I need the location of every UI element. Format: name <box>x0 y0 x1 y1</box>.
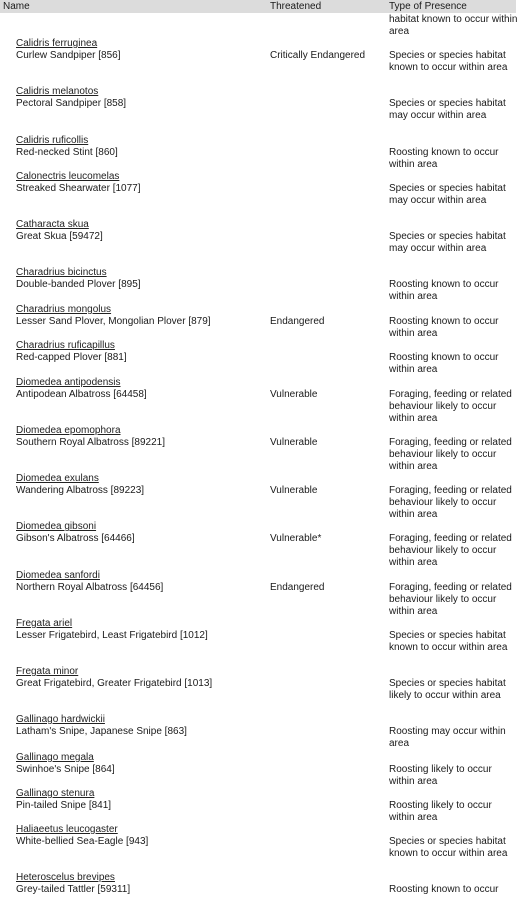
presence-type: Species or species habitat may occur within area <box>389 183 506 206</box>
table-row <box>0 171 522 211</box>
common-name: Great Frigatebird, Greater Frigatebird [1013] <box>16 678 213 689</box>
scientific-name-link[interactable]: Fregata ariel <box>16 618 73 629</box>
scientific-name-link[interactable]: Catharacta skua <box>16 219 89 230</box>
threatened-status: Vulnerable <box>270 389 318 400</box>
table-row <box>0 872 522 912</box>
scientific-name-link[interactable]: Charadrius bicinctus <box>16 267 107 278</box>
table-row <box>0 666 522 706</box>
scientific-name-link[interactable]: Charadrius ruficapillus <box>16 340 115 351</box>
scientific-name-link[interactable]: Diomedea exulans <box>16 473 99 484</box>
table-row <box>0 824 522 864</box>
presence-type: Foraging, feeding or related behaviour likely to occur within area <box>389 533 512 568</box>
table-row <box>0 377 522 424</box>
scientific-name-link[interactable]: Gallinago hardwickii <box>16 714 105 725</box>
scientific-name-link[interactable]: Diomedea sanfordi <box>16 570 100 581</box>
presence-type: Species or species habitat may occur within area <box>389 231 506 254</box>
common-name: Northern Royal Albatross [64456] <box>16 582 164 593</box>
table-row <box>0 425 522 472</box>
common-name: Grey-tailed Tattler [59311] <box>16 884 131 895</box>
table-header <box>0 0 516 13</box>
threatened-status: Endangered <box>270 316 325 327</box>
common-name: Wandering Albatross [89223] <box>16 485 145 496</box>
table-row <box>0 473 522 520</box>
table-row <box>0 570 522 617</box>
scientific-name-link[interactable]: Gallinago stenura <box>16 788 95 799</box>
common-name: Lesser Frigatebird, Least Frigatebird [1012] <box>16 630 208 641</box>
presence-type: Roosting known to occur within area <box>389 147 499 170</box>
scientific-name-link[interactable]: Calidris ferruginea <box>16 38 98 49</box>
scientific-name-link[interactable]: Calonectris leucomelas <box>16 171 120 182</box>
presence-type: Species or species habitat likely to occur within area <box>389 678 506 701</box>
presence-type: Roosting known to occur within area <box>389 316 499 339</box>
table-row <box>0 752 522 792</box>
common-name: Red-necked Stint [860] <box>16 147 118 158</box>
presence-type: Species or species habitat known to occur within area <box>389 50 508 73</box>
scientific-name-link[interactable]: Haliaeetus leucogaster <box>16 824 118 835</box>
scientific-name-link[interactable]: Diomedea gibsoni <box>16 521 97 532</box>
presence-type: Species or species habitat may occur within area <box>389 98 506 121</box>
scientific-name-link[interactable]: Charadrius mongolus <box>16 304 112 315</box>
common-name: White-bellied Sea-Eagle [943] <box>16 836 149 847</box>
common-name: Lesser Sand Plover, Mongolian Plover [879] <box>16 316 211 327</box>
presence-type: Roosting known to occur within area <box>389 352 499 375</box>
common-name: Latham's Snipe, Japanese Snipe [863] <box>16 726 187 737</box>
common-name: Double-banded Plover [895] <box>16 279 141 290</box>
common-name: Red-capped Plover [881] <box>16 352 127 363</box>
table-row <box>0 86 522 126</box>
common-name: Great Skua [59472] <box>16 231 103 242</box>
common-name: Antipodean Albatross [64458] <box>16 389 147 400</box>
table-row <box>0 618 522 658</box>
common-name: Streaked Shearwater [1077] <box>16 183 141 194</box>
presence-type: Foraging, feeding or related behaviour likely to occur within area <box>389 582 512 617</box>
common-name: Pin-tailed Snipe [841] <box>16 800 112 811</box>
header-threatened: Threatened <box>270 1 322 12</box>
table-row <box>0 267 522 307</box>
table-row <box>0 135 522 175</box>
presence-type: Foraging, feeding or related behaviour likely to occur within area <box>389 437 512 472</box>
table-row <box>0 521 522 568</box>
threatened-status: Endangered <box>270 582 325 593</box>
presence-type: Foraging, feeding or related behaviour likely to occur within area <box>389 389 512 424</box>
common-name: Pectoral Sandpiper [858] <box>16 98 127 109</box>
presence-type: Species or species habitat known to occur within area <box>389 836 508 859</box>
presence-type: Roosting known to occur <box>389 884 499 895</box>
header-type-of-presence: Type of Presence <box>389 1 467 12</box>
scientific-name-link[interactable]: Calidris melanotos <box>16 86 99 97</box>
scientific-name-link[interactable]: Gallinago megala <box>16 752 94 763</box>
threatened-status: Vulnerable <box>270 437 318 448</box>
table-row <box>0 304 522 344</box>
scientific-name-link[interactable]: Diomedea epomophora <box>16 425 121 436</box>
table-row <box>0 219 522 259</box>
common-name: Gibson's Albatross [64466] <box>16 533 135 544</box>
presence-type: Roosting may occur within area <box>389 726 506 749</box>
scientific-name-link[interactable]: Calidris ruficollis <box>16 135 89 146</box>
threatened-status: Vulnerable* <box>270 533 322 544</box>
scientific-name-link[interactable]: Fregata minor <box>16 666 79 677</box>
common-name: Southern Royal Albatross [89221] <box>16 437 165 448</box>
scientific-name-link[interactable]: Diomedea antipodensis <box>16 377 121 388</box>
threatened-status: Vulnerable <box>270 485 318 496</box>
table-row <box>0 38 522 78</box>
table-row <box>0 788 522 828</box>
header-name: Name <box>3 1 30 12</box>
threatened-status: Critically Endangered <box>270 50 366 61</box>
presence-type: Foraging, feeding or related behaviour likely to occur within area <box>389 485 512 520</box>
presence-type: Roosting known to occur within area <box>389 279 499 302</box>
presence-type: Species or species habitat known to occur within area <box>389 630 508 653</box>
common-name: Curlew Sandpiper [856] <box>16 50 121 61</box>
presence-type: Roosting likely to occur within area <box>389 764 492 787</box>
table-row <box>0 340 522 380</box>
table-row <box>0 714 522 754</box>
scientific-name-link[interactable]: Heteroscelus brevipes <box>16 872 115 883</box>
continued-presence-text: habitat known to occur within area <box>389 14 518 37</box>
common-name: Swinhoe's Snipe [864] <box>16 764 115 775</box>
presence-type: Roosting likely to occur within area <box>389 800 492 823</box>
